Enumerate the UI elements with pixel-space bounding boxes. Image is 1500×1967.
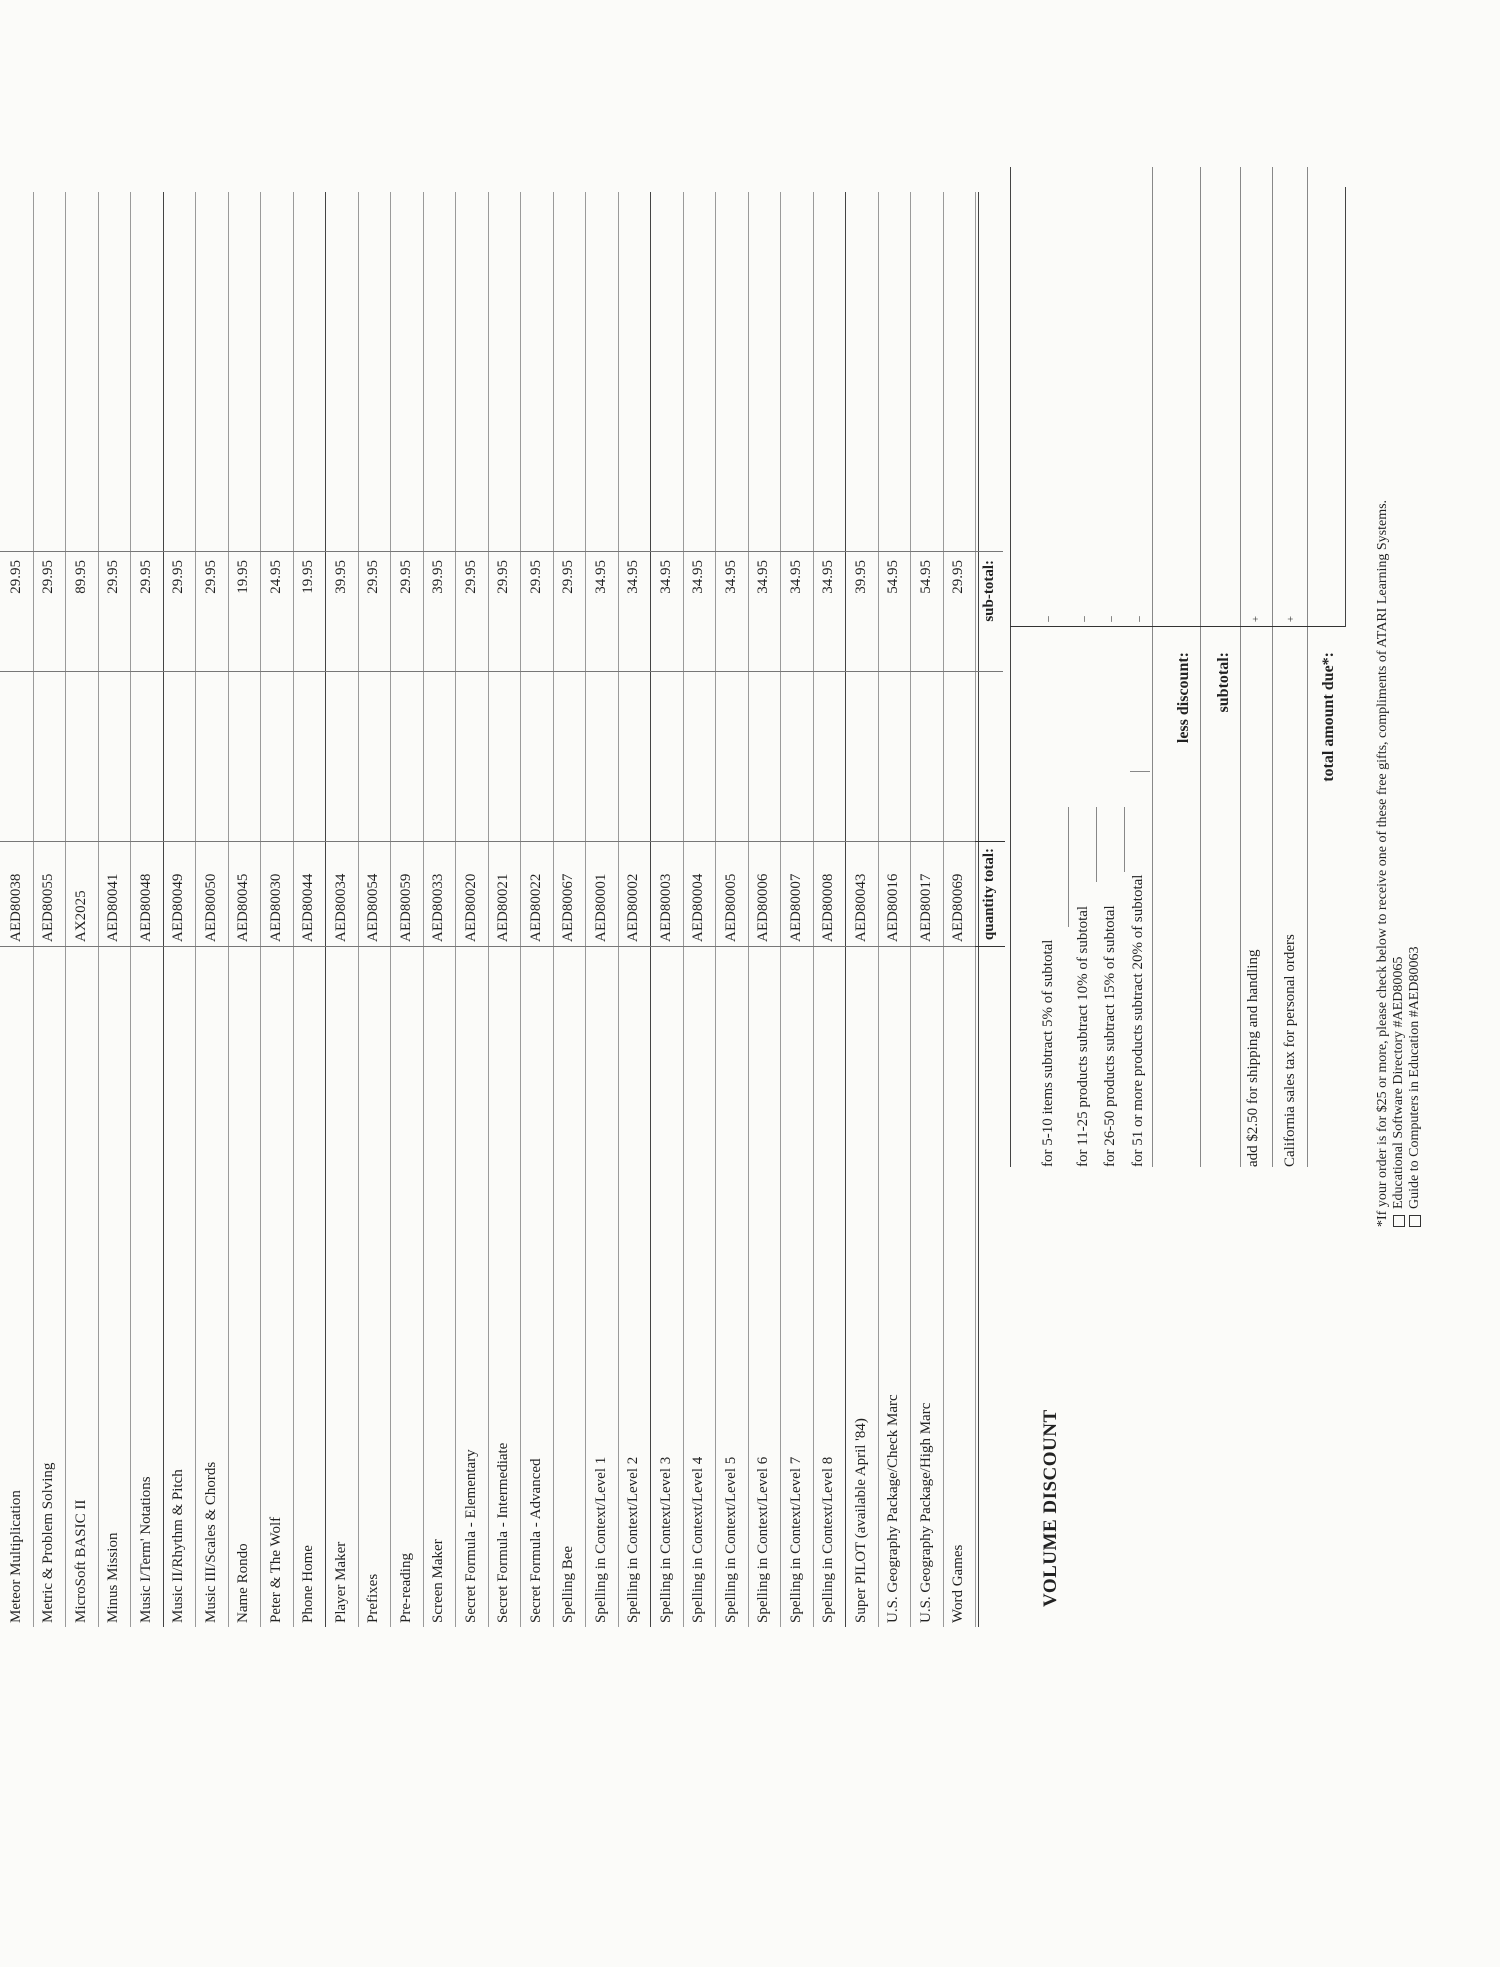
rule — [1010, 167, 1011, 1167]
product-price: 19.95 — [228, 552, 261, 672]
product-code: AX2025 — [65, 842, 98, 947]
amount-field[interactable] — [845, 192, 878, 552]
table-row — [325, 0, 358, 1967]
product-name: Spelling in Context/Level 6 — [755, 1456, 772, 1623]
checkbox[interactable] — [1393, 1215, 1405, 1227]
product-name: Pre-reading — [397, 1553, 414, 1623]
table-row — [813, 0, 846, 1967]
product-name: Music II/Rhythm & Pitch — [170, 1469, 187, 1623]
product-name: Secret Formula - Intermediate — [495, 1442, 512, 1623]
product-code: AED80048 — [130, 842, 163, 947]
amount-field[interactable] — [98, 192, 131, 552]
product-name: Spelling in Context/Level 4 — [690, 1456, 707, 1623]
product-name: U.S. Geography Package/High Marc — [917, 1402, 934, 1623]
product-price: 29.95 — [163, 552, 196, 672]
quantity-field[interactable] — [780, 672, 813, 842]
quantity-field[interactable] — [553, 672, 586, 842]
product-code: AED80067 — [553, 842, 586, 947]
table-row — [260, 0, 293, 1967]
quantity-total-field[interactable] — [975, 672, 1003, 842]
rule — [1345, 187, 1346, 627]
product-price: 29.95 — [195, 552, 228, 672]
product-price: 29.95 — [33, 552, 66, 672]
table-row — [943, 0, 976, 1967]
product-code: AED80055 — [33, 842, 66, 947]
amount-field[interactable] — [683, 192, 716, 552]
amount-field[interactable] — [130, 192, 163, 552]
amount-field[interactable] — [65, 192, 98, 552]
table-row — [683, 0, 716, 1967]
product-name: Player Maker — [332, 1541, 349, 1623]
discount-line: for 51 or more products subtract 20% of subtotal — [1130, 874, 1146, 1167]
quantity-field[interactable] — [390, 672, 423, 842]
rule — [1272, 167, 1273, 1167]
rule — [975, 841, 1005, 842]
product-code: AED80008 — [813, 842, 846, 947]
product-price: 34.95 — [650, 552, 683, 672]
quantity-field[interactable] — [358, 672, 391, 842]
amount-field[interactable] — [780, 192, 813, 552]
product-price: 39.95 — [423, 552, 456, 672]
amount-field[interactable] — [390, 192, 423, 552]
table-row — [390, 0, 423, 1967]
table-row — [293, 0, 326, 1967]
product-price: 24.95 — [260, 552, 293, 672]
product-name: Spelling in Context/Level 1 — [592, 1456, 609, 1623]
product-price: 34.95 — [780, 552, 813, 672]
total-amount-due-label: total amount due*: — [1320, 652, 1337, 782]
product-price: 34.95 — [748, 552, 781, 672]
amount-field[interactable] — [260, 192, 293, 552]
product-price: 34.95 — [618, 552, 651, 672]
minus-sign: – — [1133, 616, 1145, 622]
product-code: AED80045 — [228, 842, 261, 947]
quantity-field[interactable] — [293, 672, 326, 842]
table-row — [358, 0, 391, 1967]
discount-line: for 5-10 items subtract 5% of subtotal — [1040, 939, 1056, 1167]
sub-total-label: sub-total: — [975, 552, 1003, 672]
quantity-field[interactable] — [163, 672, 196, 842]
product-price: 39.95 — [325, 552, 358, 672]
plus-sign: + — [1285, 615, 1297, 623]
product-code: AED80021 — [488, 842, 521, 947]
amount-field[interactable] — [520, 192, 553, 552]
table-row — [65, 0, 98, 1967]
minus-sign: – — [1078, 616, 1090, 622]
rule — [1152, 167, 1153, 1167]
product-code: AED80007 — [780, 842, 813, 947]
product-name: Secret Formula - Advanced — [527, 1458, 544, 1623]
gift-option-2-label: Guide to Computers in Education #AED80063 — [1407, 946, 1422, 1209]
product-price: 29.95 — [98, 552, 131, 672]
totals-row — [975, 0, 1003, 1967]
product-price: 29.95 — [358, 552, 391, 672]
amount-field[interactable] — [455, 192, 488, 552]
product-code: AED80022 — [520, 842, 553, 947]
quantity-field[interactable] — [910, 672, 943, 842]
product-name: Spelling in Context/Level 3 — [657, 1456, 674, 1623]
rule — [1124, 807, 1125, 872]
product-name: Peter & The Wolf — [267, 1516, 284, 1623]
product-code: AED80041 — [98, 842, 131, 947]
quantity-field[interactable] — [98, 672, 131, 842]
table-row — [130, 0, 163, 1967]
product-price: 54.95 — [878, 552, 911, 672]
amount-field[interactable] — [423, 192, 456, 552]
quantity-field[interactable] — [325, 672, 358, 842]
tax-line: California sales tax for personal orders — [1282, 934, 1298, 1167]
quantity-field[interactable] — [228, 672, 261, 842]
rule — [1130, 771, 1150, 772]
product-code: AED80069 — [943, 842, 976, 947]
amount-field[interactable] — [163, 192, 196, 552]
quantity-field[interactable] — [813, 672, 846, 842]
plus-sign: + — [1250, 615, 1262, 623]
amount-field[interactable] — [358, 192, 391, 552]
quantity-field[interactable] — [260, 672, 293, 842]
product-code: AED80016 — [878, 842, 911, 947]
table-row — [553, 0, 586, 1967]
quantity-field[interactable] — [130, 672, 163, 842]
amount-field[interactable] — [293, 192, 326, 552]
rule — [1068, 807, 1069, 927]
product-price: 29.95 — [390, 552, 423, 672]
discount-line: for 11-25 products subtract 10% of subtotal — [1075, 905, 1091, 1167]
amount-field[interactable] — [325, 192, 358, 552]
product-name: U.S. Geography Package/Check Marc — [885, 1394, 902, 1623]
table-row — [650, 0, 683, 1967]
table-row — [910, 0, 943, 1967]
product-name: Spelling Bee — [560, 1545, 577, 1623]
product-name: Word Games — [950, 1544, 967, 1623]
quantity-field[interactable] — [423, 672, 456, 842]
table-row — [748, 0, 781, 1967]
less-discount-label: less discount: — [1175, 652, 1192, 744]
product-name: Minus Mission — [105, 1532, 122, 1623]
table-row — [33, 0, 66, 1967]
product-name: Meteor Multiplication — [7, 1490, 24, 1623]
product-name: Super PILOT (available April '84) — [852, 1418, 869, 1623]
table-row — [488, 0, 521, 1967]
gift-option-1[interactable] — [1391, 287, 1407, 1227]
product-price: 39.95 — [845, 552, 878, 672]
quantity-field[interactable] — [878, 672, 911, 842]
product-name: Metric & Problem Solving — [40, 1462, 57, 1623]
table-row — [195, 0, 228, 1967]
quantity-field[interactable] — [715, 672, 748, 842]
table-row — [455, 0, 488, 1967]
quantity-field[interactable] — [748, 672, 781, 842]
rule — [1240, 167, 1241, 1167]
product-price: 34.95 — [585, 552, 618, 672]
amount-field[interactable] — [910, 192, 943, 552]
volume-discount-title: VOLUME DISCOUNT — [1040, 1409, 1061, 1607]
rule — [1200, 167, 1201, 1167]
shipping-line: add $2.50 for shipping and handling — [1245, 949, 1261, 1167]
product-price: 29.95 — [130, 552, 163, 672]
quantity-field[interactable] — [455, 672, 488, 842]
amount-field[interactable] — [650, 192, 683, 552]
product-price: 34.95 — [813, 552, 846, 672]
footnote-text: *If your order is for $25 or more, please check below to receive one of these free gifts, compliments of ATARI Learning Systems. — [1375, 499, 1390, 1227]
table-row — [0, 0, 33, 1967]
product-code: AED80002 — [618, 842, 651, 947]
product-price: 89.95 — [65, 552, 98, 672]
gift-option-2[interactable] — [1407, 287, 1423, 1227]
product-code: AED80020 — [455, 842, 488, 947]
product-code: AED80030 — [260, 842, 293, 947]
product-price: 19.95 — [293, 552, 326, 672]
checkbox[interactable] — [1409, 1215, 1421, 1227]
product-price: 54.95 — [910, 552, 943, 672]
product-price: 34.95 — [683, 552, 716, 672]
minus-sign: – — [1105, 616, 1117, 622]
rule — [1307, 167, 1308, 1167]
product-code: AED80034 — [325, 842, 358, 947]
quantity-field[interactable] — [845, 672, 878, 842]
product-code: AED80001 — [585, 842, 618, 947]
product-name: Spelling in Context/Level 5 — [722, 1456, 739, 1623]
minus-sign: – — [1042, 616, 1054, 622]
amount-field[interactable] — [943, 192, 976, 552]
table-row — [520, 0, 553, 1967]
product-code: AED80044 — [293, 842, 326, 947]
amount-field[interactable] — [585, 192, 618, 552]
amount-field[interactable] — [553, 192, 586, 552]
product-name: Screen Maker — [430, 1539, 447, 1623]
rule — [975, 946, 1005, 947]
quantity-total-label: quantity total: — [980, 848, 997, 941]
quantity-field[interactable] — [488, 672, 521, 842]
product-price: 29.95 — [943, 552, 976, 672]
product-code: AED80043 — [845, 842, 878, 947]
quantity-field[interactable] — [943, 672, 976, 842]
rule — [1010, 626, 1345, 627]
amount-field[interactable] — [813, 192, 846, 552]
table-row — [618, 0, 651, 1967]
product-code: AED80038 — [0, 842, 33, 947]
discount-line: for 26-50 products subtract 15% of subtotal — [1102, 905, 1118, 1167]
amount-field[interactable] — [618, 192, 651, 552]
product-name: Spelling in Context/Level 2 — [625, 1456, 642, 1623]
rule — [1096, 807, 1097, 882]
gift-option-1-label: Educational Software Directory #AED80065 — [1391, 956, 1406, 1209]
product-name: Name Rondo — [235, 1543, 252, 1623]
amount-field[interactable] — [0, 192, 33, 552]
product-name: Secret Formula - Elementary — [462, 1449, 479, 1623]
table-row — [845, 0, 878, 1967]
sub-total-field[interactable] — [975, 192, 1003, 552]
table-row — [98, 0, 131, 1967]
product-price: 29.95 — [455, 552, 488, 672]
product-name: Music III/Scales & Chords — [202, 1461, 219, 1623]
footnote — [1375, 287, 1423, 1227]
amount-field[interactable] — [488, 192, 521, 552]
quantity-field[interactable] — [195, 672, 228, 842]
product-code: AED80006 — [748, 842, 781, 947]
product-code: AED80017 — [910, 842, 943, 947]
amount-field[interactable] — [195, 192, 228, 552]
product-code: AED80004 — [683, 842, 716, 947]
product-name: MicroSoft BASIC II — [72, 1499, 89, 1623]
table-row — [878, 0, 911, 1967]
quantity-field[interactable] — [33, 672, 66, 842]
quantity-field[interactable] — [0, 672, 33, 842]
amount-field[interactable] — [33, 192, 66, 552]
quantity-field[interactable] — [65, 672, 98, 842]
table-row — [423, 0, 456, 1967]
product-code: AED80003 — [650, 842, 683, 947]
amount-field[interactable] — [878, 192, 911, 552]
quantity-field[interactable] — [618, 672, 651, 842]
product-code: AED80033 — [423, 842, 456, 947]
quantity-field[interactable] — [650, 672, 683, 842]
product-name: Music I/Term' Notations — [137, 1476, 154, 1623]
table-row — [780, 0, 813, 1967]
product-code: AED80054 — [358, 842, 391, 947]
product-price: 29.95 — [488, 552, 521, 672]
table-row — [585, 0, 618, 1967]
amount-field[interactable] — [748, 192, 781, 552]
product-code: AED80049 — [163, 842, 196, 947]
product-code: AED80050 — [195, 842, 228, 947]
product-name: Phone Home — [300, 1545, 317, 1623]
product-name: Spelling in Context/Level 8 — [820, 1456, 837, 1623]
subtotal-label: subtotal: — [1215, 652, 1232, 713]
quantity-field[interactable] — [520, 672, 553, 842]
quantity-field[interactable] — [585, 672, 618, 842]
product-price: 29.95 — [520, 552, 553, 672]
table-row — [163, 0, 196, 1967]
product-name: Prefixes — [365, 1573, 382, 1623]
product-price: 34.95 — [715, 552, 748, 672]
product-code: AED80059 — [390, 842, 423, 947]
table-row — [228, 0, 261, 1967]
product-price: 29.95 — [0, 552, 33, 672]
amount-field[interactable] — [715, 192, 748, 552]
amount-field[interactable] — [228, 192, 261, 552]
quantity-field[interactable] — [683, 672, 716, 842]
table-row — [715, 0, 748, 1967]
product-code: AED80005 — [715, 842, 748, 947]
product-name: Spelling in Context/Level 7 — [787, 1456, 804, 1623]
product-price: 29.95 — [553, 552, 586, 672]
